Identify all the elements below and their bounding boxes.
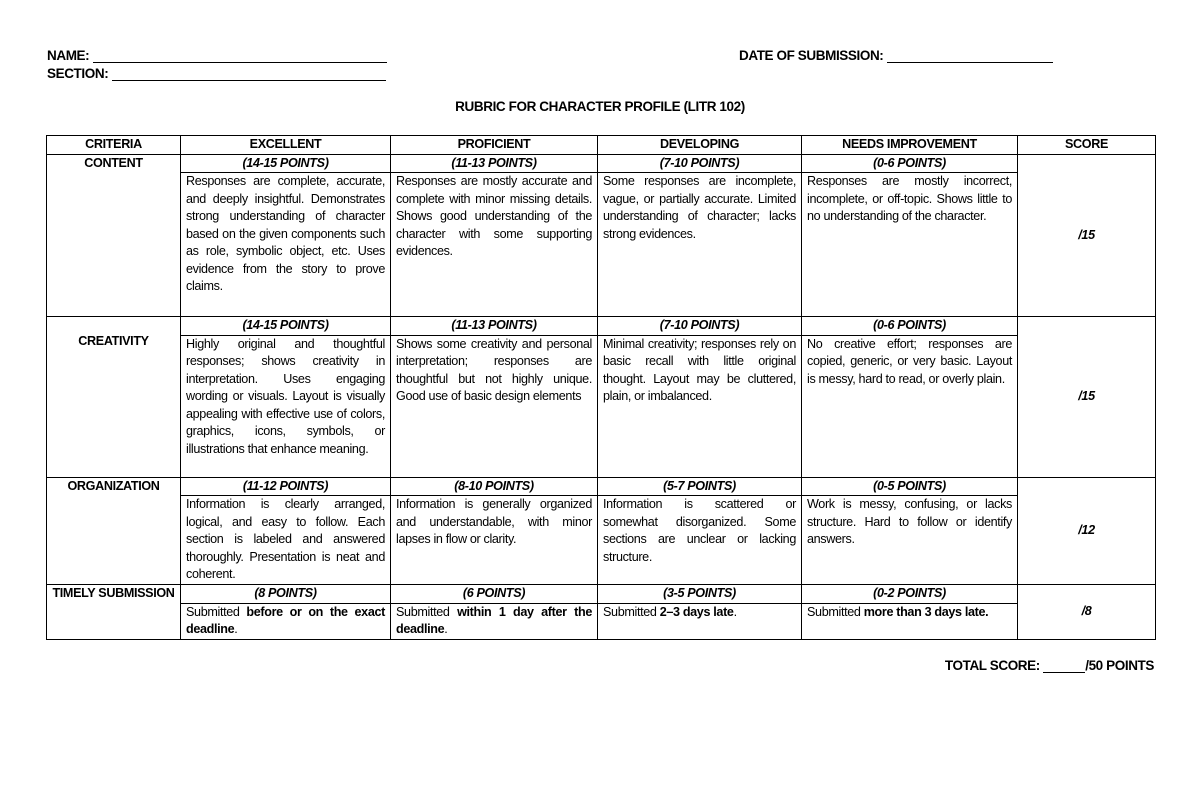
table-row: [47, 154, 1156, 173]
description-text: Submitted: [396, 604, 458, 619]
description-cell: No creative effort; responses are copied, generic, or very basic. Layout is messy, hard to read, or overly plain.: [802, 335, 1018, 477]
date-blank-line[interactable]: [887, 50, 1053, 63]
name-label: NAME:: [47, 48, 90, 63]
section-label: SECTION:: [47, 66, 109, 81]
points-cell: (0-2 POINTS): [802, 585, 1018, 604]
total-score-suffix: /50 POINTS: [1085, 658, 1154, 673]
points-cell: (3-5 POINTS): [598, 585, 802, 604]
criteria-organization: ORGANIZATION: [47, 477, 181, 585]
description-emphasis: before or on the exact deadline: [186, 604, 385, 636]
header-criteria: CRITERIA: [47, 136, 181, 155]
description-cell: Shows some creativity and personal interpretation; responses are thoughtful but not highly unique. Good use of basic design elements: [391, 335, 598, 477]
description-emphasis: within 1 day after the deadline: [396, 604, 593, 636]
description-cell: Responses are mostly accurate and complete with minor missing details. Shows good understanding of the character with some supporting evidences.: [391, 173, 598, 317]
table-row: [47, 317, 1156, 336]
points-cell: (0-5 POINTS): [802, 477, 1018, 496]
description-text: Submitted: [807, 604, 864, 619]
description-cell: [598, 603, 802, 639]
description-emphasis: 2–3 days late: [659, 604, 734, 619]
rubric-table: [46, 135, 1156, 640]
header-score: SCORE: [1018, 136, 1156, 155]
description-cell: Information is scattered or somewhat disorganized. Some sections are unclear or lacking structure.: [598, 496, 802, 585]
points-cell: (0-6 POINTS): [802, 317, 1018, 336]
points-cell: (8-10 POINTS): [391, 477, 598, 496]
points-cell: (7-10 POINTS): [598, 154, 802, 173]
description-cell: Some responses are incomplete, vague, or partially accurate. Limited understanding of character; lacks strong evidences.: [598, 173, 802, 317]
points-cell: (11-12 POINTS): [181, 477, 391, 496]
description-text: .: [444, 622, 448, 636]
name-blank-line[interactable]: [93, 50, 387, 63]
description-cell: Highly original and thoughtful responses; shows creativity in interpretation. Uses engaging wording or visuals. Layout is visually appealing with effective use of colors, graphics, icons, symbols, or illustrations that enhance meaning.: [181, 335, 391, 477]
description-text: .: [234, 622, 238, 636]
points-cell: (11-13 POINTS): [391, 154, 598, 173]
description-cell: Work is messy, confusing, or lacks structure. Hard to follow or identify answers.: [802, 496, 1018, 585]
total-score-label: TOTAL SCORE:: [944, 658, 1040, 673]
table-row: [47, 477, 1156, 496]
criteria-content: CONTENT: [47, 154, 181, 317]
section-field: [47, 66, 386, 81]
description-cell: [391, 603, 598, 639]
description-text: Submitted: [603, 604, 660, 619]
header-row: [47, 136, 1156, 155]
description-text: .: [733, 604, 737, 619]
total-score: [945, 658, 1154, 673]
points-cell: (5-7 POINTS): [598, 477, 802, 496]
date-field: [739, 48, 1053, 63]
description-emphasis: more than 3 days late.: [863, 604, 989, 619]
name-field: [47, 48, 387, 63]
description-cell: Information is clearly arranged, logical, and easy to follow. Each section is labeled and answered thoroughly. Presentation is neat and coherent.: [181, 496, 391, 585]
table-row: [47, 603, 1156, 639]
header-excellent: EXCELLENT: [181, 136, 391, 155]
section-blank-line[interactable]: [112, 68, 386, 81]
points-cell: (0-6 POINTS): [802, 154, 1018, 173]
description-cell: [181, 603, 391, 639]
description-cell: Minimal creativity; responses rely on basic recall with little original thought. Layout may be cluttered, plain, or imbalanced.: [598, 335, 802, 477]
score-cell[interactable]: /8: [1018, 585, 1156, 640]
header-proficient: PROFICIENT: [391, 136, 598, 155]
points-cell: (11-13 POINTS): [391, 317, 598, 336]
criteria-timely-submission: TIMELY SUBMISSION: [47, 585, 181, 640]
description-text: Submitted: [186, 604, 247, 619]
table-row: [47, 496, 1156, 585]
criteria-creativity: CREATIVITY: [47, 317, 181, 478]
header-developing: DEVELOPING: [598, 136, 802, 155]
table-row: [47, 585, 1156, 604]
score-cell[interactable]: /12: [1018, 477, 1156, 585]
score-cell[interactable]: /15: [1018, 154, 1156, 317]
points-cell: (14-15 POINTS): [181, 317, 391, 336]
points-cell: (6 POINTS): [391, 585, 598, 604]
header-needs-improvement: NEEDS IMPROVEMENT: [802, 136, 1018, 155]
score-cell[interactable]: /15: [1018, 317, 1156, 478]
points-cell: (14-15 POINTS): [181, 154, 391, 173]
table-row: [47, 173, 1156, 317]
description-cell: [802, 603, 1018, 639]
points-cell: (8 POINTS): [181, 585, 391, 604]
table-row: [47, 335, 1156, 477]
total-score-blank-line[interactable]: [1043, 660, 1085, 673]
description-cell: Information is generally organized and understandable, with minor lapses in flow or clarity.: [391, 496, 598, 585]
description-cell: Responses are complete, accurate, and deeply insightful. Demonstrates strong understanding of character based on the given components such as role, symbolic object, etc. Uses evidence from the story to prove claims.: [181, 173, 391, 317]
description-cell: Responses are mostly incorrect, incomplete, or off-topic. Shows little to no understanding of the character.: [802, 173, 1018, 317]
points-cell: (7-10 POINTS): [598, 317, 802, 336]
page-title: RUBRIC FOR CHARACTER PROFILE (LITR 102): [455, 99, 745, 114]
date-label: DATE OF SUBMISSION:: [739, 48, 884, 63]
